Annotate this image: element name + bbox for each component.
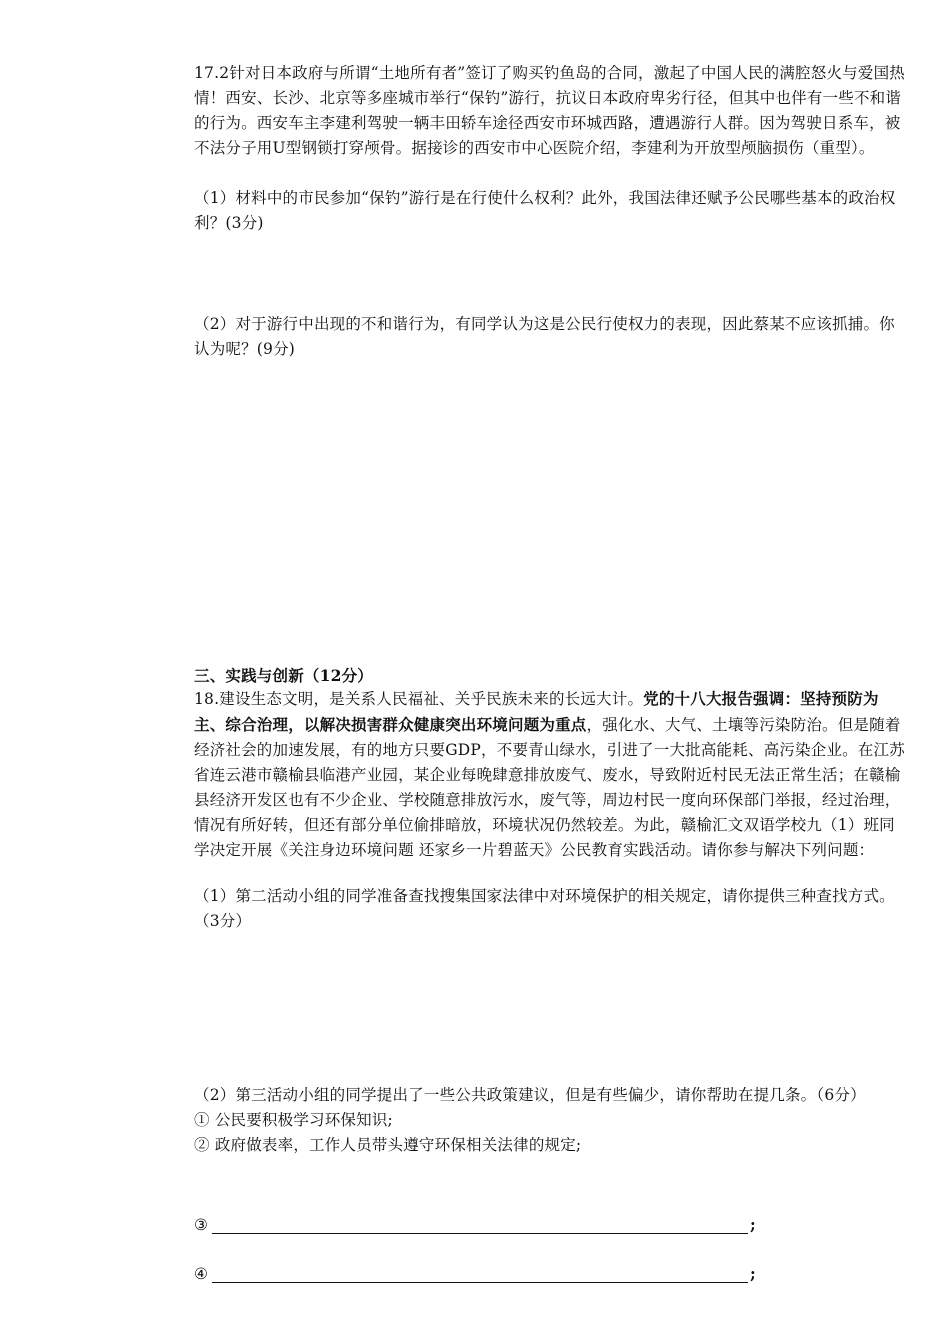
q18-part1-text: （1）第二活动小组的同学准备查找搜集国家法律中对环境保护的相关规定，请你提供三种查找方式。（3分） [194, 887, 895, 930]
answer-blank-3[interactable] [194, 1208, 794, 1234]
q18-rest: ，强化水、大气、土壤等污染防治。但是随着经济社会的加速发展，有的地方只要GDP，不要青山绿水，引进了一大批高能耗、高污染企业。在江苏省连云港市赣榆县临港产业园，某企业每晚肆意排放废气、废水，导致附近村民无法正常生活；在赣榆县经济开发区也有不少企业、学校随意排放污水，废气等，周边村民一度向环保部门举报，经过治理，情况有所好转，但还有部分单位偷排暗放，环境状况仍然较差。为此，赣榆汇文双语学校九（1）班同学决定开展《关注身边环境问题 还家乡一片碧蓝天》公民教育实践活动。请你参与解决下列问题： [194, 716, 905, 859]
q17-part2-text: （2）对于游行中出现的不和谐行为，有同学认为这是公民行使权力的表现，因此蔡某不应该抓捕。你认为呢？(9分) [194, 315, 895, 358]
q18-stem-text [194, 686, 906, 863]
q18-emphasis: 党的十八大报告强调：坚持预防为主、综合治理，以解决损害群众健康突出环境问题为重点 [194, 689, 879, 734]
section-3-heading [194, 663, 906, 688]
blank-3-number: ③ [194, 1216, 208, 1234]
question-18-part-2 [194, 1083, 906, 1158]
question-17-part-1 [194, 186, 906, 236]
blank-4-semicolon: ; [750, 1264, 756, 1283]
question-17-part-2 [194, 312, 906, 362]
blank-3-semicolon: ; [750, 1215, 756, 1234]
q18-intro: 18.建设生态文明，是关系人民福祉、关乎民族未来的长远大计。 [194, 690, 644, 708]
blank-4-number: ④ [194, 1265, 208, 1283]
section-3-title: 三、实践与创新（12分） [194, 666, 373, 685]
q18-item-2: ② 政府做表率，工作人员带头遵守环保相关法律的规定; [194, 1136, 582, 1154]
q18-item-1: ① 公民要积极学习环保知识; [194, 1111, 393, 1129]
q17-part1-text: （1）材料中的市民参加“保钓”游行是在行使什么权利？此外，我国法律还赋予公民哪些基本的政治权利？(3分) [194, 189, 896, 232]
question-18-stem [194, 686, 906, 863]
q17-stem-text: 17.2针对日本政府与所谓“土地所有者”签订了购买钓鱼岛的合同，激起了中国人民的满腔怒火与爱国热情！西安、长沙、北京等多座城市举行“保钓”游行，抗议日本政府卑劣行径，但其中也伴有一些不和谐的行为。西安车主李建利驾驶一辆丰田轿车途径西安市环城西路，遭遇游行人群。因为驾驶日系车，被不法分子用U型钢锁打穿颅骨。据接诊的西安市中心医院介绍，李建利为开放型颅脑损伤（重型）。 [194, 64, 905, 157]
question-17-stem [194, 61, 906, 161]
answer-blank-4[interactable] [194, 1257, 794, 1283]
q18-part2-text: （2）第三活动小组的同学提出了一些公共政策建议，但是有些偏少，请你帮助在提几条。（6分） [194, 1086, 866, 1104]
question-18-part-1 [194, 884, 906, 934]
blank-4-line[interactable] [212, 1264, 748, 1283]
blank-3-line[interactable] [212, 1215, 748, 1234]
